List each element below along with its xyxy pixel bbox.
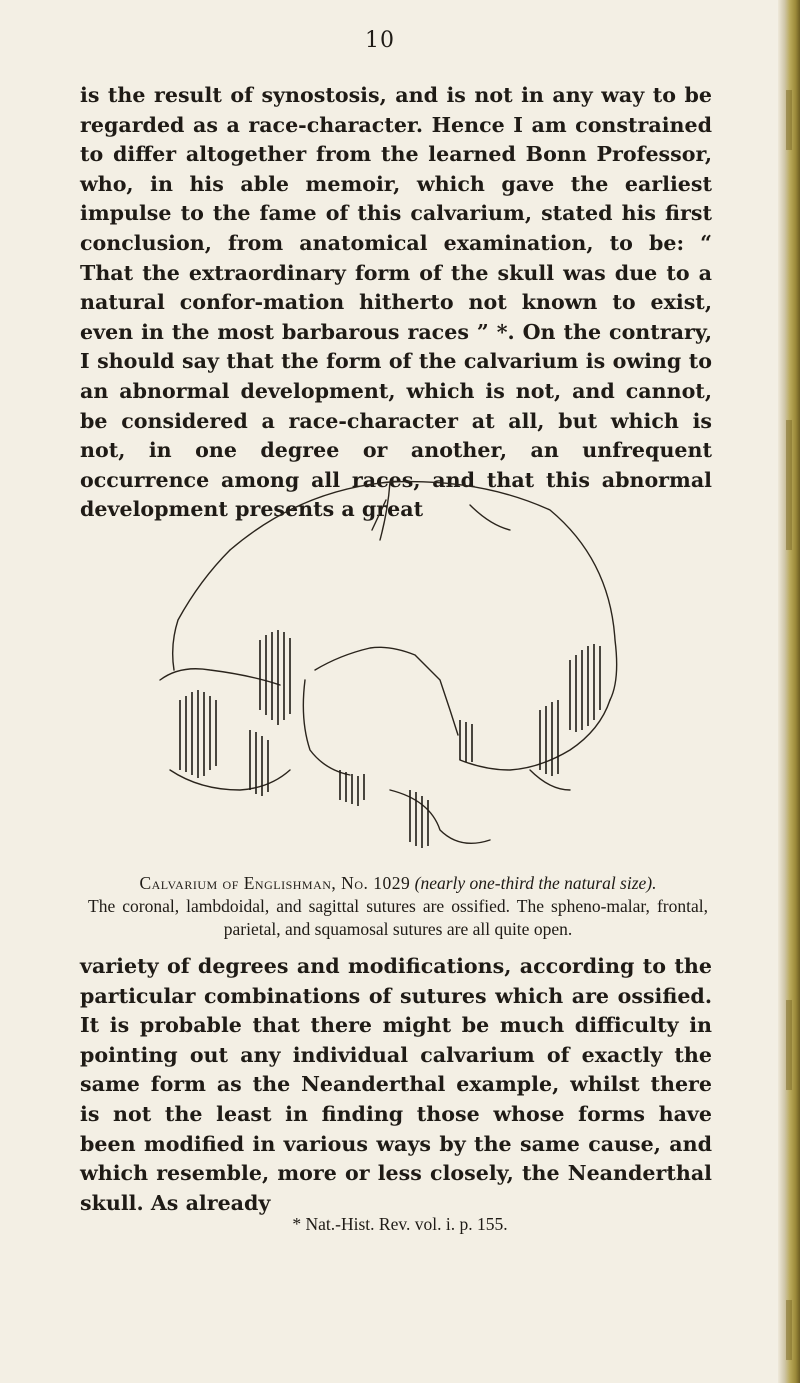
body-paragraph-bottom: variety of degrees and modifications, according to the particular combinations of sutures which are ossified. It is probable that there might be much difficulty in pointing out any individual calvarium of exactly the same form as the Neanderthal example, whilst there is not the least in finding those whose forms have been modified in various ways by the same cause, and which resemble, more or less closely, the Neanderthal skull. As already [80, 954, 712, 1215]
body-paragraph-top: is the result of synostosis, and is not in any way to be regarded as a race-character. Hence I am constrained to differ altogether from the learned Bonn Professor, who, in his able memoir, which gave the earliest impulse to the fame of this calvarium, stated his first conclusion, from anatomical examination, to be: “ That the extraordinary form of the skull was due to a natural confor-mation hitherto not known to exist, even in the most barbarous races ” *. On the contrary, I should say that the form of the calvarium is owing to an abnormal development, which is not, and cannot, be considered a race-character at all, but which is not, in one degree or another, an unfrequent occurrence among all races, and that this abnormal development presents a great [80, 83, 712, 522]
caption-body: The coronal, lambdoidal, and sagittal sutures are ossified. The spheno-malar, frontal, parietal, and squamosal sutures are all quite open. [88, 896, 708, 939]
caption-title: Calvarium of Englishman, No. 1029 [139, 873, 411, 893]
caption-scale-note: (nearly one-third the natural size). [414, 873, 657, 893]
skull-illustration [140, 470, 660, 860]
page-edge-binding [778, 0, 800, 1383]
page-number: 10 [365, 28, 395, 53]
footnote: * Nat.-Hist. Rev. vol. i. p. 155. [292, 1214, 508, 1234]
figure-caption [88, 872, 708, 941]
